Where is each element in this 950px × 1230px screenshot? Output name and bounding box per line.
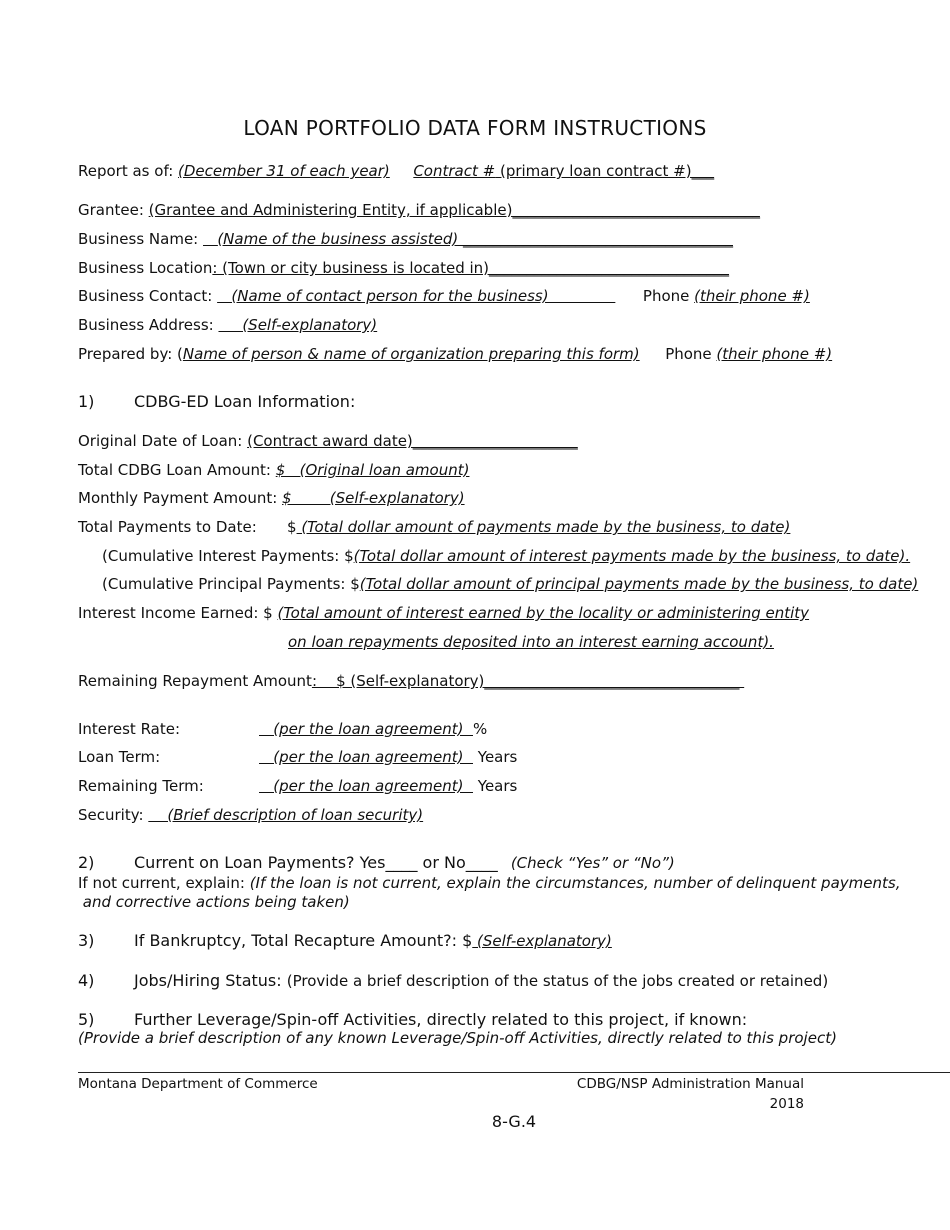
interest-rate-label: Interest Rate: <box>78 720 181 738</box>
business-address-label: Business Address: <box>78 316 219 334</box>
total-payments-label: Total Payments to Date: <box>78 518 257 536</box>
total-payments-prefix: $ <box>287 518 297 536</box>
business-name-blank <box>203 230 217 248</box>
loan-term-label: Loan Term: <box>78 748 161 766</box>
prepared-by-value: Name of person & name of organization preparing this form) <box>182 345 640 363</box>
page-number: 8-G.4 <box>491 1112 537 1131</box>
interest-rate-value: (per the loan agreement) <box>259 720 473 738</box>
section-5-heading <box>78 1010 747 1029</box>
interest-rate-suffix: % <box>473 720 488 738</box>
loan-term-field <box>259 748 517 767</box>
grantee-value: (Grantee and Administering Entity, if applicable)_________________________________ <box>148 201 760 219</box>
prepared-by-phone-value: (their phone #) <box>716 345 833 363</box>
page-title: LOAN PORTFOLIO DATA FORM INSTRUCTIONS <box>243 116 707 140</box>
security-label: Security: <box>78 806 149 824</box>
business-name-label: Business Name: <box>78 230 203 248</box>
grantee-line <box>78 201 760 220</box>
section-1-label: CDBG-ED Loan Information: <box>134 392 356 411</box>
security-line <box>78 806 423 825</box>
business-contact-phone-label: Phone <box>642 287 695 305</box>
business-contact-line <box>78 287 810 306</box>
cumulative-interest-label: (Cumulative Interest Payments: $ <box>102 547 354 565</box>
total-payments-amount <box>287 518 790 537</box>
grantee-label: Grantee: <box>78 201 149 219</box>
section-2-explain-value: (If the loan is not current, explain the circumstances, number of delinquent payments, <box>249 874 901 892</box>
cumulative-principal-line <box>102 575 918 594</box>
monthly-payment-line <box>78 489 465 508</box>
remaining-term-field <box>259 777 517 796</box>
business-name-value: (Name of the business assisted) ____________________________________ <box>217 230 733 248</box>
section-3-number: 3) <box>78 931 95 950</box>
section-3-heading <box>78 931 612 951</box>
cumulative-interest-line <box>102 547 910 566</box>
cumulative-interest-value: (Total dollar amount of interest payments made by the business, to date). <box>353 547 911 565</box>
cumulative-principal-label: (Cumulative Principal Payments: $ <box>102 575 360 593</box>
section-4-heading <box>78 971 828 991</box>
loan-term-value: (per the loan agreement) <box>259 748 473 766</box>
section-2-number: 2) <box>78 853 95 872</box>
section-1-number: 1) <box>78 392 95 411</box>
cumulative-principal-value: (Total dollar amount of principal payments made by the business, to date) <box>359 575 919 593</box>
business-contact-value: (Name of contact person for the business) <box>217 287 616 305</box>
report-as-of-line <box>78 162 714 181</box>
remaining-term-label: Remaining Term: <box>78 777 204 795</box>
original-date-label: Original Date of Loan: <box>78 432 248 450</box>
interest-rate-field <box>259 720 487 739</box>
business-name-line <box>78 230 733 249</box>
section-4-label: Jobs/Hiring Status: <box>134 971 287 990</box>
contract-label: Contract # <box>413 162 496 180</box>
remaining-repayment-line <box>78 672 744 691</box>
total-payments-value: (Total dollar amount of payments made by the business, to date) <box>296 518 791 536</box>
section-4-value: (Provide a brief description of the status of the jobs created or retained) <box>286 972 829 990</box>
section-2-explain-line <box>78 874 900 893</box>
original-date-line <box>78 432 578 451</box>
remaining-repayment-value: : $ (Self-explanatory)__________________________________ <box>311 672 745 690</box>
total-loan-value: $ (Original loan amount) <box>275 461 470 479</box>
contract-value: (primary loan contract #)___ <box>495 162 715 180</box>
section-5-label: Further Leverage/Spin-off Activities, directly related to this project, if known: <box>134 1010 748 1029</box>
remaining-term-value: (per the loan agreement) <box>259 777 473 795</box>
section-3-label: If Bankruptcy, Total Recapture Amount?: $ <box>134 931 473 950</box>
section-5-value: (Provide a brief description of any known Leverage/Spin-off Activities, directly related to this project) <box>78 1029 837 1047</box>
footer-left: Montana Department of Commerce <box>78 1076 318 1092</box>
total-loan-line <box>78 461 469 480</box>
prepared-by-phone-label: Phone <box>665 345 717 363</box>
report-as-of-value: (December 31 of each year) <box>178 162 390 180</box>
prepared-by-line <box>78 345 832 364</box>
business-address-line <box>78 316 377 335</box>
interest-income-line <box>78 604 809 623</box>
section-2-explain-label: If not current, explain: <box>78 874 250 892</box>
interest-income-value: (Total amount of interest earned by the locality or administering entity <box>277 604 810 622</box>
remaining-repayment-label: Remaining Repayment Amount <box>78 672 312 690</box>
footer-divider <box>78 1072 950 1073</box>
section-2-note: (Check “Yes” or “No”) <box>510 854 675 872</box>
section-3-value: (Self-explanatory) <box>472 932 612 950</box>
business-address-value: (Self-explanatory) <box>218 316 378 334</box>
prepared-by-label: Prepared by: ( <box>78 345 183 363</box>
security-value: (Brief description of loan security) <box>148 806 424 824</box>
total-payments-line <box>78 518 257 537</box>
business-contact-label: Business Contact: <box>78 287 218 305</box>
monthly-payment-label: Monthly Payment Amount: <box>78 489 283 507</box>
section-4-number: 4) <box>78 971 95 990</box>
interest-income-value-cont: on loan repayments deposited into an interest earning account). <box>288 633 774 651</box>
remaining-term-suffix: Years <box>477 777 518 795</box>
section-2-label: Current on Loan Payments? Yes____ or No____ <box>134 853 498 872</box>
original-date-value: (Contract award date)______________________ <box>247 432 578 450</box>
total-loan-label: Total CDBG Loan Amount: <box>78 461 276 479</box>
interest-income-label: Interest Income Earned: $ <box>78 604 278 622</box>
section-1-heading <box>78 392 355 411</box>
business-contact-phone-value: (their phone #) <box>694 287 810 305</box>
business-location-value: : (Town or city business is located in)________________________________ <box>212 259 730 277</box>
report-as-of-label: Report as of: <box>78 162 179 180</box>
section-2-heading <box>78 853 675 873</box>
business-location-line <box>78 259 729 278</box>
loan-term-suffix: Years <box>477 748 518 766</box>
business-location-label: Business Location <box>78 259 213 277</box>
section-2-explain-value-cont: and corrective actions being taken) <box>78 893 350 911</box>
section-5-number: 5) <box>78 1010 95 1029</box>
footer-year: 2018 <box>769 1096 804 1112</box>
footer-right: CDBG/NSP Administration Manual <box>576 1076 804 1092</box>
monthly-payment-value: $ (Self-explanatory) <box>282 489 465 507</box>
